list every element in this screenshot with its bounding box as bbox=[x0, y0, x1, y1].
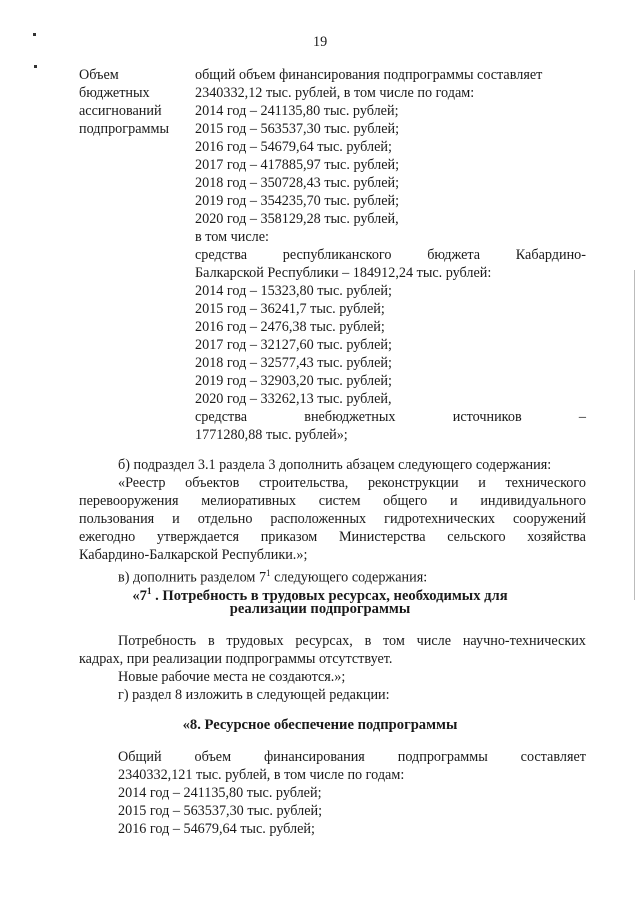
word: реконструкции bbox=[367, 475, 459, 491]
word: строительства, bbox=[258, 475, 349, 491]
amendment-b-para-line bbox=[79, 492, 586, 510]
word: хозяйства bbox=[527, 529, 586, 545]
word: систем bbox=[318, 493, 361, 509]
word: технического bbox=[505, 475, 586, 491]
republic-year-line: 2017 год – 32127,60 тыс. рублей; bbox=[195, 337, 392, 353]
scan-mark-top bbox=[33, 33, 36, 36]
republic-budget-total-line: Балкарской Республики – 184912,24 тыс. рублей: bbox=[195, 265, 492, 281]
word: Кабардино- bbox=[515, 247, 586, 263]
word: сельского bbox=[447, 529, 506, 545]
section-7-1-para-line: Новые рабочие места не создаются.»; bbox=[118, 669, 346, 685]
amendment-g-intro: г) раздел 8 изложить в следующей редакции: bbox=[118, 687, 390, 703]
funding-year-line: 2017 год – 417885,97 тыс. рублей; bbox=[195, 157, 400, 173]
word: том bbox=[383, 633, 405, 649]
word: республиканского bbox=[282, 247, 392, 263]
word: внебюджетных bbox=[304, 409, 396, 425]
word: мелиоративных bbox=[201, 493, 297, 509]
word: объем bbox=[194, 749, 232, 765]
heading-text: . Потребность в трудовых ресурсах, необходимых для bbox=[151, 587, 508, 604]
section-8-year-line: 2015 год – 563537,30 тыс. рублей; bbox=[118, 803, 323, 819]
word: научно-технических bbox=[462, 633, 586, 649]
word: «Реестр bbox=[118, 475, 166, 491]
word: объектов bbox=[185, 475, 240, 491]
funding-year-line: 2016 год – 54679,64 тыс. рублей; bbox=[195, 139, 392, 155]
section-7-1-heading-line2: реализации подпрограммы bbox=[229, 601, 411, 617]
word: и bbox=[478, 475, 486, 491]
word: пользования bbox=[79, 511, 155, 527]
amendment-b-intro: б) подраздел 3.1 раздела 3 дополнить абзацем следующего содержания: bbox=[118, 457, 552, 473]
word: гидротехнических bbox=[384, 511, 496, 527]
word: источников bbox=[452, 409, 522, 425]
word: сооружений bbox=[513, 511, 586, 527]
word: в bbox=[364, 633, 372, 649]
section-8-year-line: 2014 год – 241135,80 тыс. рублей; bbox=[118, 785, 322, 801]
extra-budget-total-line: 1771280,88 тыс. рублей»; bbox=[195, 427, 348, 443]
amendment-b-para-line bbox=[79, 510, 586, 528]
republic-year-line: 2016 год – 2476,38 тыс. рублей; bbox=[195, 319, 385, 335]
word: общего bbox=[383, 493, 428, 509]
republic-year-line: 2019 год – 32903,20 тыс. рублей; bbox=[195, 373, 392, 389]
word: ресурсах, bbox=[295, 633, 353, 649]
word: Общий bbox=[118, 749, 162, 765]
funding-intro-line: общий объем финансирования подпрограммы составляет bbox=[195, 67, 543, 83]
word: подпрограммы bbox=[397, 749, 488, 765]
word: составляет bbox=[520, 749, 586, 765]
amendment-b-para-line: Кабардино-Балкарской Республики.»; bbox=[79, 547, 308, 563]
word: финансирования bbox=[263, 749, 365, 765]
word: бюджета bbox=[427, 247, 481, 263]
word: и bbox=[450, 493, 458, 509]
funding-intro-line: 2340332,12 тыс. рублей, в том числе по годам: bbox=[195, 85, 475, 101]
scan-mark-bottom bbox=[34, 65, 37, 68]
amendment-v-intro-text: следующего содержания: bbox=[270, 569, 428, 586]
superscript: 1 bbox=[146, 586, 152, 596]
funding-year-line: 2018 год – 350728,43 тыс. рублей; bbox=[195, 175, 400, 191]
republic-year-line: 2014 год – 15323,80 тыс. рублей; bbox=[195, 283, 392, 299]
funding-year-line: 2014 год – 241135,80 тыс. рублей; bbox=[195, 103, 399, 119]
word: утверждается bbox=[156, 529, 240, 545]
section-7-1-para-line bbox=[118, 632, 586, 650]
word: числе bbox=[416, 633, 452, 649]
funding-including-line: в том числе: bbox=[195, 229, 269, 245]
republic-year-line: 2020 год – 33262,13 тыс. рублей, bbox=[195, 391, 392, 407]
republic-budget-line bbox=[195, 246, 586, 264]
amendment-v-intro-text: в) дополнить разделом 7 bbox=[118, 569, 267, 586]
word: индивидуального bbox=[480, 493, 586, 509]
superscript: 1 bbox=[266, 568, 271, 578]
section-8-para-line bbox=[118, 748, 586, 766]
word: – bbox=[578, 409, 586, 425]
word: отдельно bbox=[197, 511, 253, 527]
amendment-b-para-line bbox=[79, 528, 586, 546]
section-7-1-para-line: кадрах, при реализации подпрограммы отсутствует. bbox=[79, 651, 393, 667]
republic-year-line: 2018 год – 32577,43 тыс. рублей; bbox=[195, 355, 392, 371]
funding-label-line: ассигнований bbox=[79, 103, 162, 119]
heading-text: «7 bbox=[132, 587, 147, 604]
funding-label-line: подпрограммы bbox=[79, 121, 169, 137]
word: в bbox=[207, 633, 215, 649]
word: перевооружения bbox=[79, 493, 179, 509]
section-8-year-line: 2016 год – 54679,64 тыс. рублей; bbox=[118, 821, 315, 837]
funding-year-line: 2015 год – 563537,30 тыс. рублей; bbox=[195, 121, 400, 137]
republic-year-line: 2015 год – 36241,7 тыс. рублей; bbox=[195, 301, 385, 317]
page-number: 19 bbox=[313, 34, 328, 50]
funding-label-line: бюджетных bbox=[79, 85, 150, 101]
word: и bbox=[172, 511, 180, 527]
word: трудовых bbox=[226, 633, 284, 649]
funding-year-line: 2020 год – 358129,28 тыс. рублей, bbox=[195, 211, 399, 227]
word: приказом bbox=[260, 529, 318, 545]
word: средства bbox=[195, 247, 248, 263]
section-8-para-line: 2340332,121 тыс. рублей, в том числе по годам: bbox=[118, 767, 405, 783]
amendment-b-para-line bbox=[118, 474, 586, 492]
word: ежегодно bbox=[79, 529, 136, 545]
word: Министерства bbox=[338, 529, 426, 545]
funding-label-line: Объем bbox=[79, 67, 119, 83]
funding-year-line: 2019 год – 354235,70 тыс. рублей; bbox=[195, 193, 400, 209]
word: расположенных bbox=[270, 511, 367, 527]
section-8-heading: «8. Ресурсное обеспечение подпрограммы bbox=[182, 717, 458, 733]
word: средства bbox=[195, 409, 248, 425]
scan-edge-line bbox=[634, 270, 635, 600]
word: Потребность bbox=[118, 633, 197, 649]
extra-budget-line bbox=[195, 408, 586, 426]
